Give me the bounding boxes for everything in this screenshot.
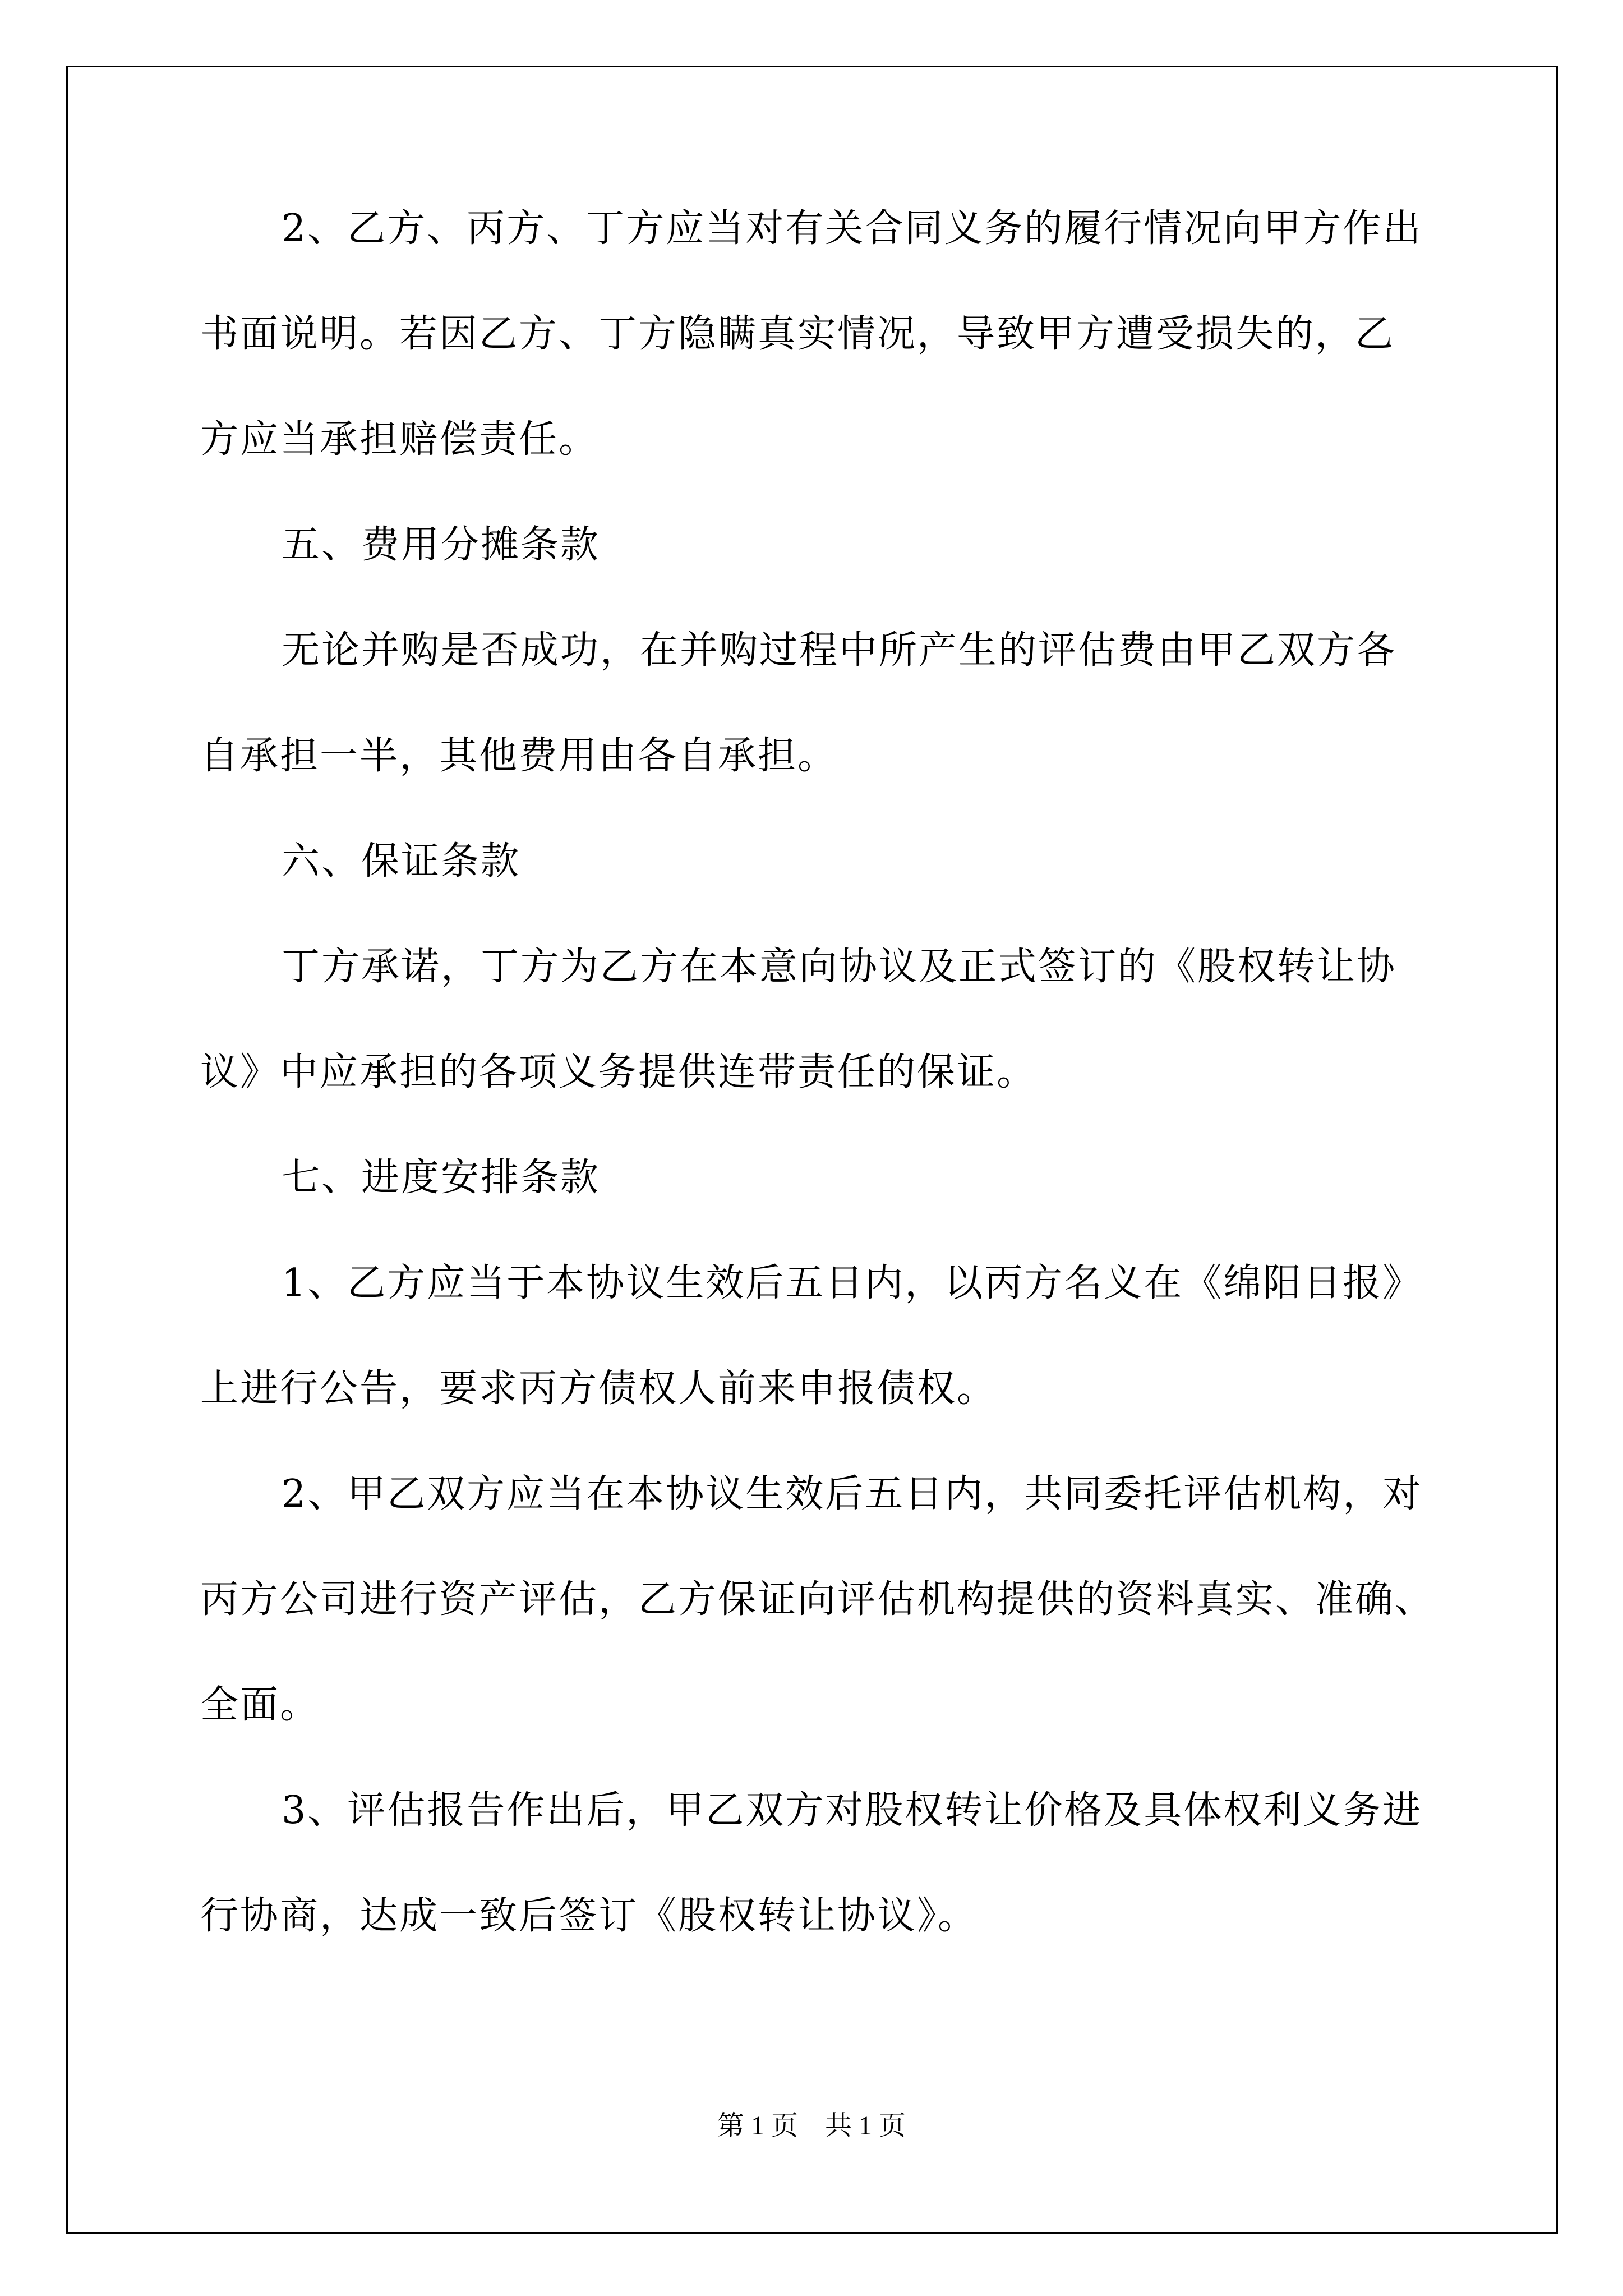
page-number-footer: 第 1 页 共 1 页 — [717, 2111, 906, 2141]
section-heading: 五、费用分摊条款 — [282, 523, 601, 567]
paragraph-line: 3、评估报告作出后，甲乙双方对股权转让价格及具体权利义务进 — [282, 1788, 1423, 1833]
section-heading: 六、保证条款 — [282, 839, 521, 884]
paragraph-line: 2、甲乙双方应当在本协议生效后五日内，共同委托评估机构，对 — [282, 1472, 1423, 1516]
paragraph-line: 丙方公司进行资产评估，乙方保证向评估机构提供的资料真实、准确、 — [200, 1577, 1435, 1622]
paragraph-line: 全面。 — [200, 1683, 320, 1727]
section-heading: 七、进度安排条款 — [282, 1156, 601, 1200]
paragraph-line: 议》中应承担的各项义务提供连带责任的保证。 — [200, 1050, 1037, 1094]
document-body — [200, 202, 1434, 1995]
paragraph-line: 2、乙方、丙方、丁方应当对有关合同义务的履行情况向甲方作出 — [282, 206, 1423, 251]
paragraph-line: 1、乙方应当于本协议生效后五日内，以丙方名义在《绵阳日报》 — [282, 1261, 1423, 1305]
paragraph-line: 书面说明。若因乙方、丁方隐瞒真实情况，导致甲方遭受损失的，乙 — [200, 312, 1395, 356]
paragraph-line: 丁方承诺，丁方为乙方在本意向协议及正式签订的《股权转让协 — [282, 945, 1397, 989]
paragraph-line: 方应当承担赔偿责任。 — [200, 417, 599, 462]
paragraph-line: 行协商，达成一致后签订《股权转让协议》。 — [200, 1894, 978, 1938]
paragraph-line: 上进行公告，要求丙方债权人前来申报债权。 — [200, 1366, 997, 1411]
paragraph-line: 自承担一半，其他费用由各自承担。 — [200, 734, 838, 778]
paragraph-line: 无论并购是否成功，在并购过程中所产生的评估费由甲乙双方各 — [282, 628, 1397, 673]
